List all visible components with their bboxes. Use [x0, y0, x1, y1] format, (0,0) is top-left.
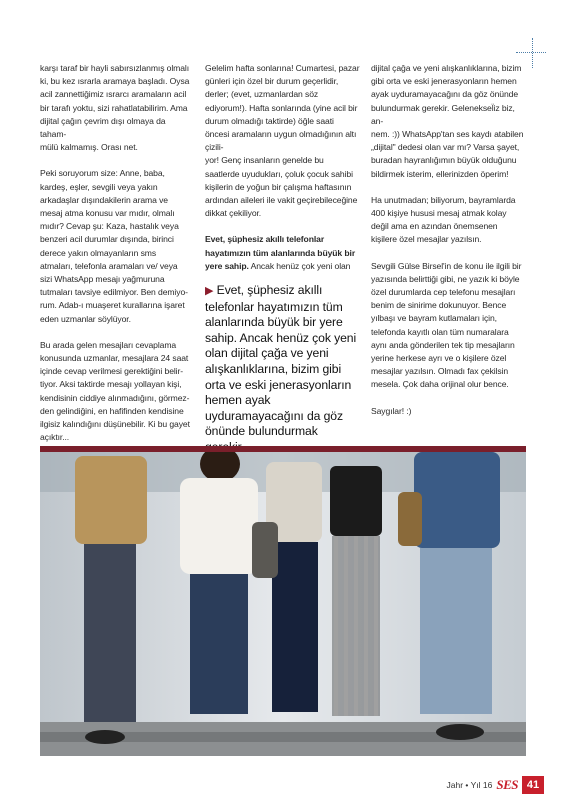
paragraph: dijital çağa ve yeni alışkanlıklarına, bizim gibi orta ve eski jenerasyonların hemen ayak uyduramayacağını da göz önünde bulundurmak gerekir. Geleneksel̈iz biz, an- nem. :)) WhatsApp'tan ses kaydı atabilen „dijital" dedesi olan var mı? Varsa şayet, buradan hayranlığımın büyük olduğunu bildirmek isterim, ellerinizden öperim! [371, 63, 524, 179]
ses-logo: SES [496, 777, 518, 792]
people-with-smartphones-photo [40, 452, 526, 756]
paragraph [205, 233, 360, 273]
paragraph: Gelelim hafta sonlarına! Cumartesi, pazar günleri için özel bir durum geçerlidir, derler; (evet, uzmanlardan söz ediyorum!). Hafta sonlarında (yine acil bir durum olmadığı taktirde) öğle saati öncesi aramaların uygun olmadığının altı çizili- yor! Genç insanların genelde bu saatlerde uyudukları, çoluk çocuk sahibi kişilerin de yoğun bir çalışma haftasının ardından aileleri ile vakit geçirebileceğine dikkat çekiliyor. [205, 63, 360, 219]
bold-lead-text: Evet, şüphesiz akıllı telefonlar hayatımızın tüm alanlarında büyük bir yere sahip. [205, 234, 356, 271]
arrow-icon: ▶ [205, 285, 214, 298]
pull-quote-text: Evet, şüphesiz akıllı telefonlar hayatımızın tüm alanlarında büyük bir yere sahip. Ancak henüz çok yeni olan dijital çağa ve yeni alışkanlıklarına, bizim gibi orta ve eski jenerasyonların hemen ayak uyduramayacağını da göz önünde bulundurmak [205, 283, 357, 439]
page-number: 41 [522, 776, 544, 794]
paragraph: Sevgili Gülse Birsel'in de konu ile ilgili bir yazısında belirttiği gibi, ne yazık ki böyle özel durumlarda cep telefonu mesajları benim de sinirime dokunuyor. Bence yılbaşı ve bayram kutlamaları için, telefonda kayıtlı olan tüm numaralara aynı anda gönderilen tek tip mesajların yerine herkese ayrı ve o kişilere özel mesajlar yazılsın. Olmadı fax çekilsin mesela. Çok daha orijinal olur bence. [371, 260, 522, 390]
paragraph: Saygılar! :) [371, 405, 412, 416]
paragraph: Peki soruyorum size: Anne, baba, kardeş, eşler, sevgili veya yakın arkadaşlar dışındakilerin arama ve mesaj atma konusu var mıdır, olmalı mıdır? Cevap şu: Kaza, hastalık veya benzeri acil durumlar dışında, birinci derece yakın olmayanların sms atmaları, telefonla aramaları ve/ veya sizi WhatsApp mesajı yağmuruna tutmaları tavsiye edilmiyor. Ben demiyo- rum. Adab-ı muaşeret kurallarına işaret eden uzmanlar söylüyor. [40, 168, 188, 324]
text-column-2 [205, 62, 360, 456]
text-column-1 [40, 62, 190, 457]
photo-illustration [40, 452, 526, 756]
paragraph: Ha unutmadan; biliyorum, bayramlarda 400 kişiye hususi mesaj atmak kolay değil ama en azından önemsenen kişilere özel mesajlar yazılsın. [371, 194, 516, 245]
paragraph: karşı taraf bir hayli sabırsızlanmış olmalı ki, bu kez ısrarla aramaya başladı. Oysa acil zannettiğimiz ısrarcı aramaların acil bir tarafı yoktu, sizi rahatlatabilirim. Ama dijital çağın çevrim dışı olmaya da taham- mülü kalmamış. Orası net. [40, 63, 190, 153]
text-column-3 [371, 62, 525, 431]
paragraph: Bu arada gelen mesajları cevaplama konusunda uzmanlar, mesajlara 24 saat içinde cevap verilmesi gerektiğini belir- tiyor. Aksi taktirde mesajı yollayan kişi, kendisinin ciddiye alınmadığını, görmez- den gelindiğini, en hafifinden kendisine ilgisiz kalındığını düşünebilir. Ki bu gayet açıktır... [40, 339, 190, 443]
pull-quote [205, 283, 360, 456]
paragraph-continuation: Ancak henüz çok yeni olan [248, 260, 351, 271]
footer-label: Jahr • Yıl 16 [446, 780, 493, 790]
page-footer [447, 776, 544, 794]
